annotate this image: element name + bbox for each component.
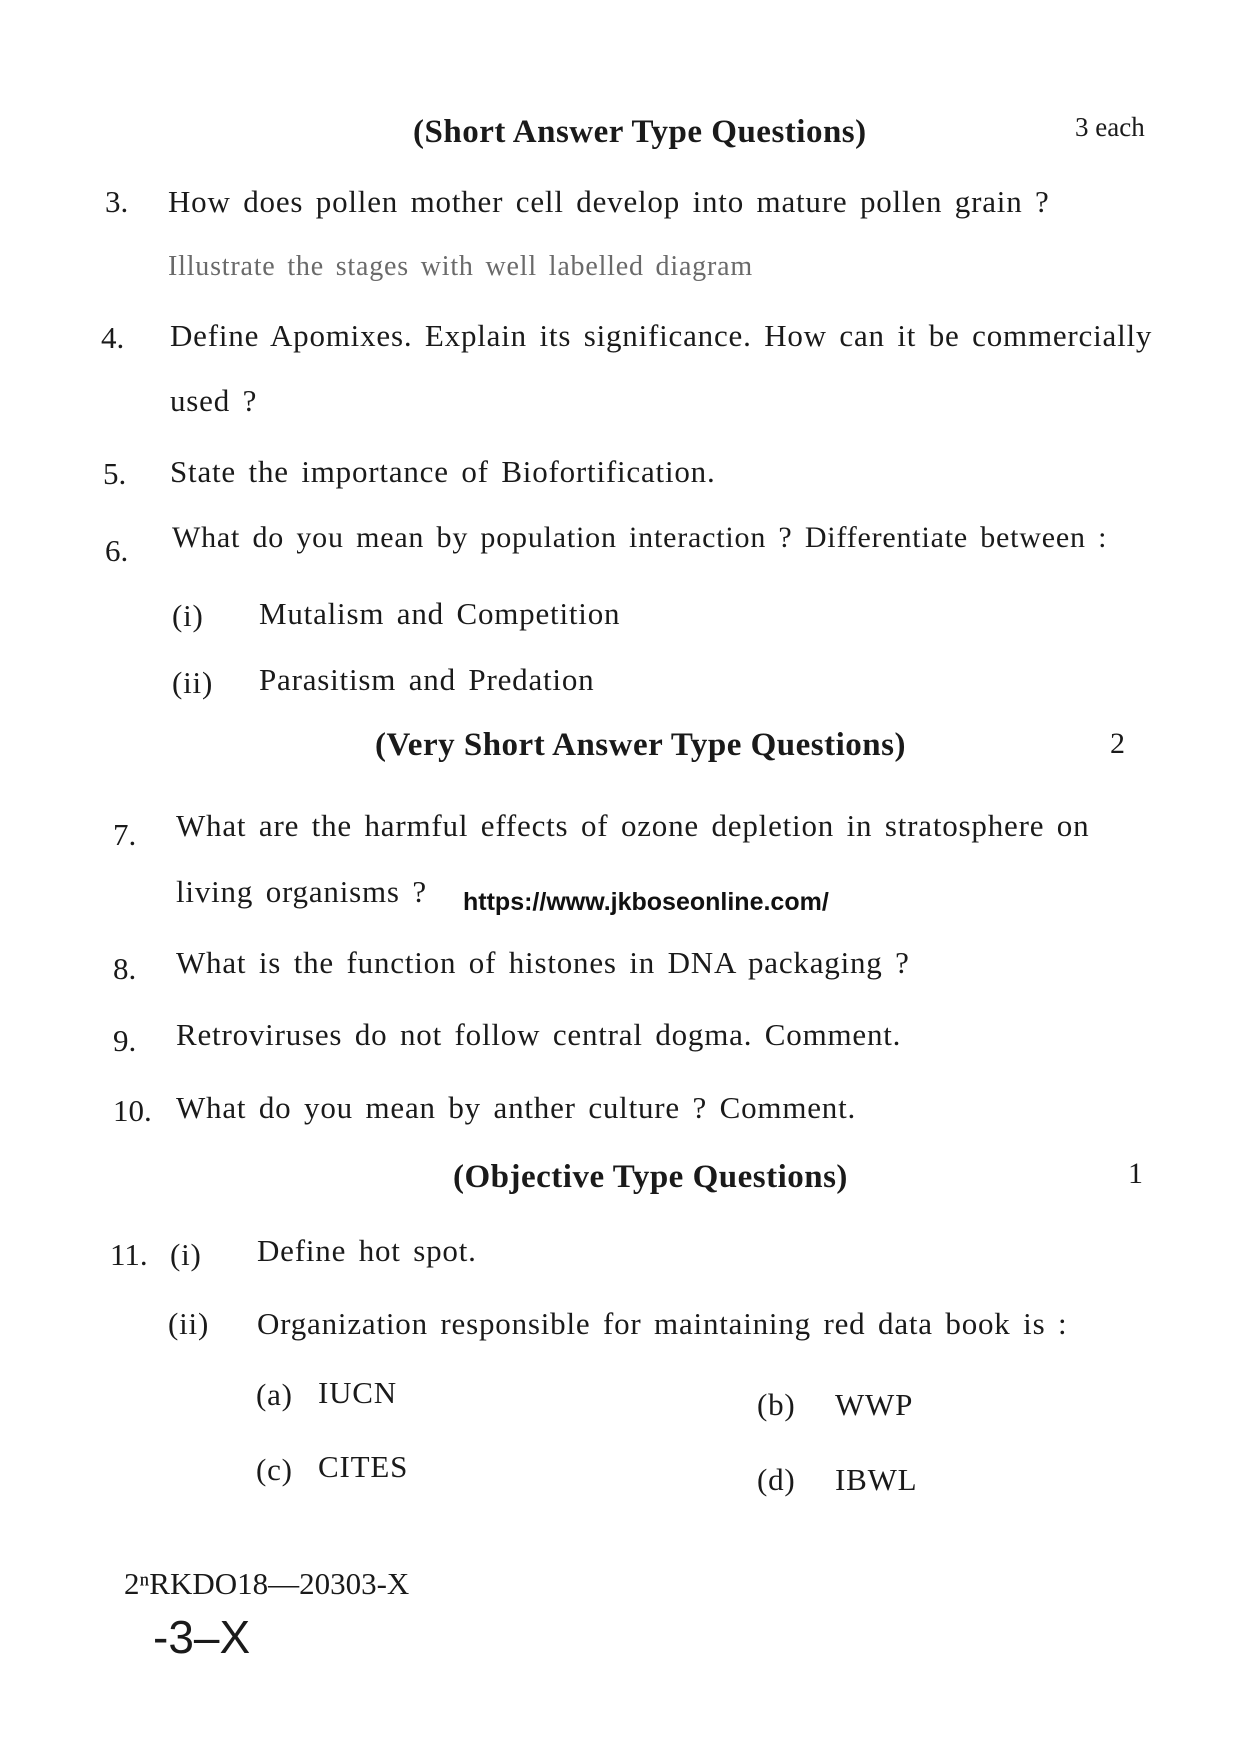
- question-number-6: 6.: [105, 533, 129, 568]
- question-8-line-1: What is the function of histones in DNA packaging ?: [176, 945, 910, 980]
- question-4-line-2: used ?: [170, 383, 258, 418]
- question-7-line-2: living organisms ?: [176, 874, 427, 909]
- question-4-line-1: Define Apomixes. Explain its significance. How can it be commercially: [170, 318, 1153, 353]
- option-label-c: (c): [256, 1452, 293, 1487]
- question-11-sub-text-ii: Organization responsible for maintaining red data book is :: [257, 1306, 1068, 1341]
- question-6-sub-label-ii: (ii): [172, 665, 214, 700]
- section-heading-very-short-answer: (Very Short Answer Type Questions): [375, 727, 906, 763]
- option-label-a: (a): [256, 1377, 293, 1412]
- question-number-10: 10.: [113, 1093, 152, 1128]
- section-heading-short-answer: (Short Answer Type Questions): [413, 114, 867, 150]
- page-number: -3–X: [153, 1611, 251, 1663]
- option-text-a: IUCN: [318, 1375, 397, 1410]
- question-10-line-1: What do you mean by anther culture ? Comment.: [176, 1090, 857, 1125]
- paper-code: 2ⁿRKDO18—20303-X: [124, 1566, 410, 1601]
- question-number-11: 11.: [110, 1237, 148, 1272]
- question-7-line-1: What are the harmful effects of ozone depletion in stratosphere on: [176, 808, 1090, 843]
- question-3-line-2: Illustrate the stages with well labelled diagram: [168, 251, 753, 282]
- section-marks-very-short-answer: 2: [1110, 727, 1125, 760]
- question-3-line-1: How does pollen mother cell develop into mature pollen grain ?: [168, 184, 1050, 219]
- section-marks-objective: 1: [1128, 1157, 1143, 1190]
- question-6-sub-text-i: Mutalism and Competition: [259, 596, 621, 631]
- section-heading-objective: (Objective Type Questions): [453, 1159, 848, 1195]
- question-6-line-1: What do you mean by population interaction ? Differentiate between :: [172, 521, 1108, 554]
- option-text-d: IBWL: [835, 1462, 918, 1497]
- question-11-sub-text-i: Define hot spot.: [257, 1233, 477, 1268]
- question-6-sub-label-i: (i): [172, 598, 204, 633]
- question-11-sub-label-ii: (ii): [168, 1306, 210, 1341]
- question-6-sub-text-ii: Parasitism and Predation: [259, 662, 595, 697]
- question-number-7: 7.: [113, 817, 137, 852]
- watermark-url: https://www.jkboseonline.com/: [463, 888, 829, 916]
- section-marks-short-answer: 3 each: [1075, 112, 1145, 142]
- question-5-line-1: State the importance of Biofortification.: [170, 454, 716, 489]
- option-text-b: WWP: [835, 1387, 914, 1422]
- question-number-5: 5.: [103, 456, 127, 491]
- question-11-sub-label-i: (i): [170, 1237, 202, 1272]
- question-number-4: 4.: [101, 320, 125, 355]
- option-label-d: (d): [757, 1462, 796, 1497]
- option-text-c: CITES: [318, 1449, 409, 1484]
- option-label-b: (b): [757, 1387, 796, 1422]
- question-9-line-1: Retroviruses do not follow central dogma. Comment.: [176, 1017, 902, 1052]
- question-number-8: 8.: [113, 951, 137, 986]
- question-number-3: 3.: [105, 184, 129, 219]
- question-number-9: 9.: [113, 1023, 137, 1058]
